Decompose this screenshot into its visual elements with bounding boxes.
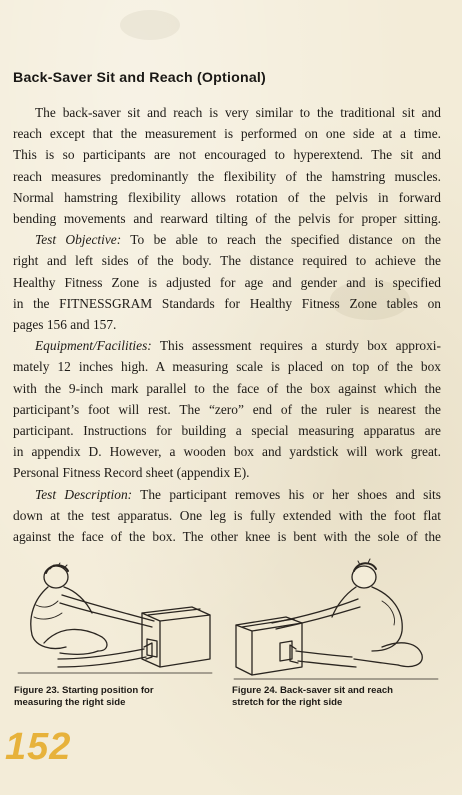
sit-and-reach-stretch-illustration	[232, 555, 442, 685]
text-line	[13, 229, 441, 250]
text-line: participant’s foot will rest. The “zero” end of the ruler is nearest the	[13, 401, 441, 417]
paper-stain	[120, 10, 180, 40]
text-line: Healthy Fitness Zone is adjusted for age and gender and is specified	[13, 274, 441, 290]
text-line: reach measures predominantly the flexibility of the hamstring muscles.	[13, 168, 441, 184]
paragraph-intro	[13, 102, 441, 229]
caption-line: measuring the right side	[14, 696, 126, 708]
text-line: This is so participants are not encouraged to hyperextend. The sit and	[13, 147, 441, 163]
paragraph-lead: Equipment/Facilities:	[35, 338, 152, 354]
text-line: in the FITNESSGRAM Standards for Healthy Fitness Zone tables on	[13, 295, 441, 311]
text-line: bending movements and rearward tilting of the pelvis for proper sitting.	[13, 211, 441, 227]
text-fragment: To be able to reach the specified distance on the	[121, 232, 441, 248]
page-number: 152	[5, 726, 72, 768]
paragraph-lead: Test Objective:	[35, 232, 122, 248]
section-heading: Back-Saver Sit and Reach (Optional)	[13, 70, 266, 86]
text-line: pages 156 and 157.	[13, 317, 117, 333]
text-fragment: The participant removes his or her shoes and sits	[132, 486, 441, 502]
text-line: against the face of the box. The other knee is bent with the sole of the	[13, 529, 441, 545]
paragraph-test-objective	[13, 229, 441, 335]
text-line: reach except that the measurement is performed on one side at a time.	[13, 126, 441, 142]
text-line: down at the test apparatus. One leg is fully extended with the foot flat	[13, 507, 441, 523]
text-line	[13, 335, 441, 356]
text-line: with the 9-inch mark parallel to the face of the box against which the	[13, 380, 441, 396]
caption-line: stretch for the right side	[232, 696, 343, 708]
text-line: mately 12 inches high. A measuring scale is placed on top of the box	[13, 359, 441, 375]
body-text	[13, 102, 441, 547]
text-line: participant. Instructions for building a special measuring apparatus are	[13, 423, 441, 439]
figure-23-caption	[14, 685, 218, 708]
caption-line: Figure 24. Back-saver sit and reach	[232, 685, 394, 696]
text-line	[13, 484, 441, 505]
paragraph-lead: Test Description:	[35, 486, 133, 502]
paragraph-test-description	[13, 484, 441, 548]
text-line: The back-saver sit and reach is very similar to the traditional sit and	[35, 105, 441, 120]
figure-24-caption	[232, 685, 442, 708]
paragraph-equipment	[13, 335, 441, 483]
figure-24	[232, 555, 442, 708]
text-fragment: This assessment requires a sturdy box approxi-	[151, 338, 441, 354]
figure-23	[14, 555, 218, 708]
caption-line: Figure 23. Starting position for	[14, 685, 154, 696]
text-line: Normal hamstring flexibility allows rotation of the pelvis in forward	[13, 189, 441, 205]
sit-and-reach-start-illustration	[14, 555, 218, 685]
text-line: Personal Fitness Record sheet (appendix E).	[13, 465, 250, 481]
text-line: in appendix D. However, a wooden box and yardstick will work great.	[13, 444, 441, 460]
text-line: right and left sides of the body. The distance required to achieve the	[13, 253, 441, 269]
